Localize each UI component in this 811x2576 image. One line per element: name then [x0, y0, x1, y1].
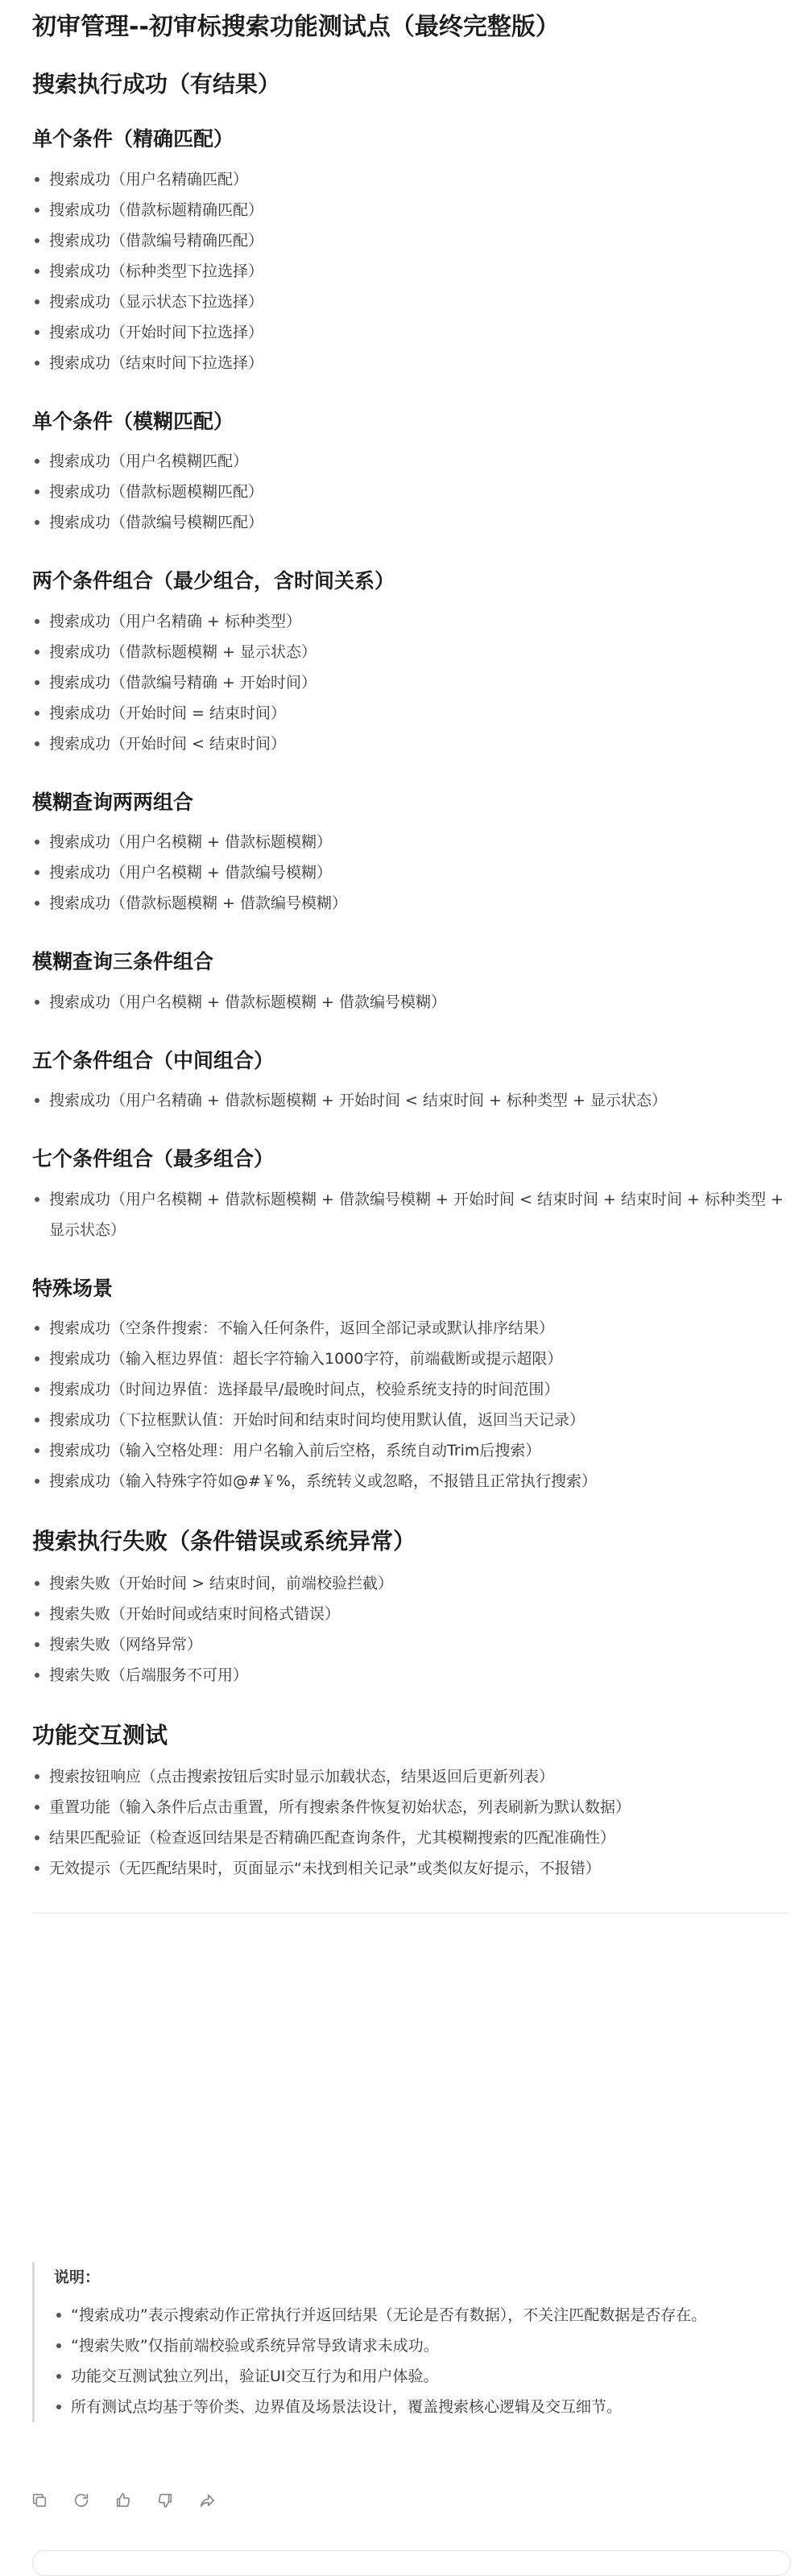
- list-item: 搜索成功（借款编号精确匹配）: [32, 225, 789, 256]
- list-item: 结果匹配验证（检查返回结果是否精确匹配查询条件，尤其模糊搜索的匹配准确性）: [32, 1823, 789, 1853]
- list-item: 搜索成功（用户名精确 + 标种类型）: [32, 606, 789, 637]
- group-heading: 单个条件（精确匹配）: [32, 127, 234, 151]
- list-item: 搜索成功（用户名模糊匹配）: [32, 446, 789, 477]
- note-title: 说明：: [54, 2268, 101, 2286]
- group-heading: 七个条件组合（最多组合）: [32, 1147, 275, 1171]
- list-item: 搜索成功（输入特殊字符如@#￥%，系统转义或忽略，不报错且正常执行搜索）: [32, 1466, 789, 1496]
- note-list: [35, 2300, 784, 2422]
- list-item: 重置功能（输入条件后点击重置，所有搜索条件恢复初始状态，列表刷新为默认数据）: [32, 1792, 789, 1823]
- list-item: 搜索成功（用户名精确 + 借款标题模糊 + 开始时间 < 结束时间 + 标种类型 + 显示状态）: [32, 1085, 789, 1116]
- group-heading: 模糊查询三条件组合: [32, 950, 214, 974]
- list-item: 搜索成功（借款编号精确 + 开始时间）: [32, 667, 789, 698]
- list-item: 搜索成功（开始时间 < 结束时间）: [32, 729, 789, 759]
- interaction-list: [32, 1761, 789, 1884]
- list-item: 搜索成功（用户名精确匹配）: [32, 164, 789, 195]
- list-item: 搜索成功（用户名模糊 + 借款标题模糊）: [32, 827, 789, 857]
- share-icon[interactable]: [198, 2491, 216, 2509]
- page-title: 初审管理--初审标搜索功能测试点（最终完整版）: [32, 13, 560, 41]
- list-item: 搜索成功（借款标题模糊匹配）: [32, 477, 789, 507]
- list-item: 搜索成功（用户名模糊 + 借款标题模糊 + 借款编号模糊 + 开始时间 < 结束时间 + 结束时间 + 标种类型 + 显示状态）: [32, 1184, 789, 1245]
- list-item: 搜索成功（输入空格处理：用户名输入前后空格，系统自动Trim后搜索）: [32, 1435, 789, 1466]
- group-heading: 五个条件组合（中间组合）: [32, 1048, 275, 1072]
- list-item: 搜索成功（借款标题模糊 + 显示状态）: [32, 637, 789, 667]
- list-item: 搜索成功（结束时间下拉选择）: [32, 348, 789, 378]
- list-item: 搜索成功（借款编号模糊匹配）: [32, 507, 789, 538]
- list-item: 搜索成功（显示状态下拉选择）: [32, 287, 789, 317]
- list-item: 搜索失败（开始时间或结束时间格式错误）: [32, 1599, 789, 1629]
- list-item: 搜索成功（空条件搜索：不输入任何条件，返回全部记录或默认排序结果）: [32, 1313, 789, 1344]
- group-heading: 模糊查询两两组合: [32, 790, 194, 814]
- group-list: [32, 1184, 789, 1245]
- refresh-icon[interactable]: [72, 2491, 90, 2509]
- list-item: 无效提示（无匹配结果时，页面显示“未找到相关记录”或类似友好提示，不报错）: [32, 1853, 789, 1884]
- list-item: 搜索成功（用户名模糊 + 借款编号模糊）: [32, 857, 789, 888]
- list-item: 搜索成功（时间边界值：选择最早/最晚时间点，校验系统支持的时间范围）: [32, 1374, 789, 1405]
- group-list: [32, 446, 789, 538]
- note-item: “搜索失败”仅指前端校验或系统异常导致请求未成功。: [54, 2330, 784, 2361]
- group-heading: 特殊场景: [32, 1276, 114, 1300]
- list-item: 搜索成功（借款标题模糊 + 借款编号模糊）: [32, 888, 789, 919]
- note-item: 所有测试点均基于等价类、边界值及场景法设计，覆盖搜索核心逻辑及交互细节。: [54, 2392, 784, 2422]
- group-heading: 两个条件组合（最少组合，含时间关系）: [32, 569, 395, 593]
- list-item: 搜索失败（开始时间 > 结束时间，前端校验拦截）: [32, 1568, 789, 1599]
- thumbs-down-icon[interactable]: [156, 2491, 174, 2509]
- thumbs-up-icon[interactable]: [114, 2491, 132, 2509]
- interaction-section-heading: 功能交互测试: [32, 1721, 168, 1748]
- group-list: [32, 606, 789, 759]
- success-section-heading: 搜索执行成功（有结果）: [32, 71, 281, 97]
- group-list: [32, 827, 789, 919]
- list-item: 搜索成功（用户名模糊 + 借款标题模糊 + 借款编号模糊）: [32, 987, 789, 1018]
- list-item: 搜索成功（输入框边界值：超长字符输入1000字符，前端截断或提示超限）: [32, 1344, 789, 1374]
- copy-icon[interactable]: [31, 2491, 48, 2509]
- list-item: 搜索按钮响应（点击搜索按钮后实时显示加载状态，结果返回后更新列表）: [32, 1761, 789, 1792]
- list-item: 搜索成功（开始时间 = 结束时间）: [32, 698, 789, 729]
- chat-input-box[interactable]: [32, 2550, 791, 2576]
- list-item: 搜索成功（开始时间下拉选择）: [32, 317, 789, 348]
- group-list: [32, 1313, 789, 1496]
- note-item: “搜索成功”表示搜索动作正常执行并返回结果（无论是否有数据），不关注匹配数据是否存在。: [54, 2300, 784, 2330]
- note-item: 功能交互测试独立列出，验证UI交互行为和用户体验。: [54, 2361, 784, 2392]
- group-list: [32, 164, 789, 378]
- message-actions: [31, 2491, 216, 2509]
- document: [32, 0, 789, 1913]
- list-item: 搜索成功（下拉框默认值：开始时间和结束时间均使用默认值，返回当天记录）: [32, 1405, 789, 1435]
- failure-section-heading: 搜索执行失败（条件错误或系统异常）: [32, 1528, 416, 1555]
- list-item: 搜索成功（借款标题精确匹配）: [32, 195, 789, 225]
- group-heading: 单个条件（模糊匹配）: [32, 409, 234, 433]
- group-list: [32, 1085, 789, 1116]
- note-block: [32, 2262, 784, 2422]
- list-item: 搜索失败（后端服务不可用）: [32, 1660, 789, 1690]
- failure-list: [32, 1568, 789, 1690]
- list-item: 搜索失败（网络异常）: [32, 1629, 789, 1660]
- list-item: 搜索成功（标种类型下拉选择）: [32, 256, 789, 287]
- group-list: [32, 987, 789, 1018]
